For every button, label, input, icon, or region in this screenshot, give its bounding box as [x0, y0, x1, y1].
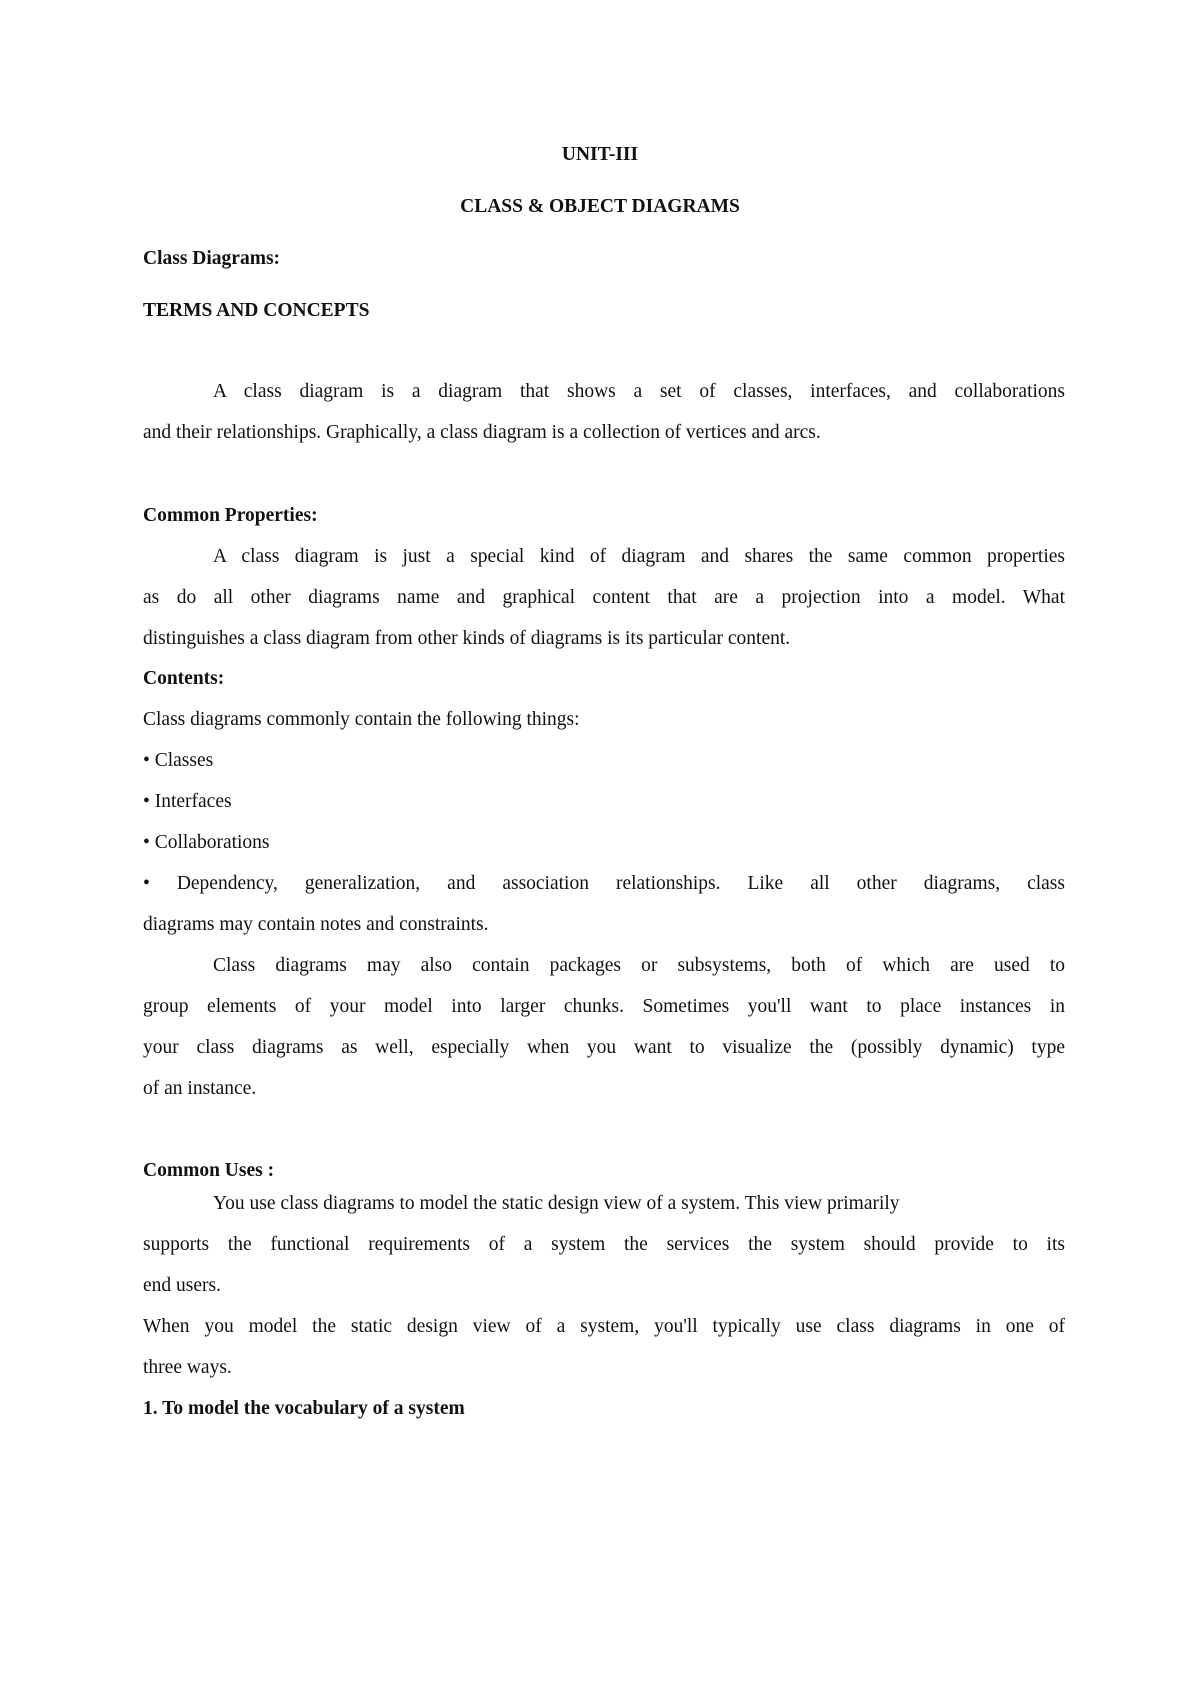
list-item-continuation: diagrams may contain notes and constraints.	[143, 914, 489, 935]
common-uses-heading: Common Uses :	[143, 1160, 275, 1181]
packages-line-1: Class diagrams may also contain packages or subsystems, both of which are used to	[213, 955, 1065, 976]
way-1-heading: 1. To model the vocabulary of a system	[143, 1398, 465, 1419]
packages-line-3: your class diagrams as well, especially when you want to visualize the (possibly dynamic) type	[143, 1037, 1065, 1058]
common-uses-line-3: end users.	[143, 1275, 221, 1296]
common-uses-line-2: supports the functional requirements of a system the services the system should provide to its	[143, 1234, 1065, 1255]
intro-line-2: and their relationships. Graphically, a class diagram is a collection of vertices and arcs.	[143, 422, 821, 443]
common-properties-line-1: A class diagram is just a special kind of diagram and shares the same common properties	[213, 546, 1065, 567]
list-item: • Interfaces	[143, 791, 232, 812]
section-heading-class-diagrams: Class Diagrams:	[143, 248, 281, 269]
common-properties-heading: Common Properties:	[143, 505, 318, 526]
packages-line-4: of an instance.	[143, 1078, 257, 1099]
ways-line-2: three ways.	[143, 1357, 232, 1378]
list-item: • Classes	[143, 750, 214, 771]
common-properties-line-3: distinguishes a class diagram from other kinds of diagrams is its particular content.	[143, 628, 791, 649]
unit-title: UNIT-III	[561, 144, 639, 165]
common-properties-line-2: as do all other diagrams name and graphical content that are a projection into a model. What	[143, 587, 1065, 608]
ways-line-1: When you model the static design view of a system, you'll typically use class diagrams in one of	[143, 1316, 1065, 1337]
contents-heading: Contents:	[143, 668, 225, 689]
common-uses-line-1: You use class diagrams to model the static design view of a system. This view primarily	[213, 1193, 900, 1214]
contents-intro: Class diagrams commonly contain the following things:	[143, 709, 580, 730]
chapter-title: CLASS & OBJECT DIAGRAMS	[460, 196, 740, 217]
section-heading-terms: TERMS AND CONCEPTS	[143, 300, 370, 321]
packages-line-2: group elements of your model into larger chunks. Sometimes you'll want to place instances in	[143, 996, 1065, 1017]
list-item: • Dependency, generalization, and association relationships. Like all other diagrams, class	[143, 873, 1065, 894]
list-item: • Collaborations	[143, 832, 270, 853]
intro-line-1: A class diagram is a diagram that shows a set of classes, interfaces, and collaborations	[213, 381, 1065, 402]
